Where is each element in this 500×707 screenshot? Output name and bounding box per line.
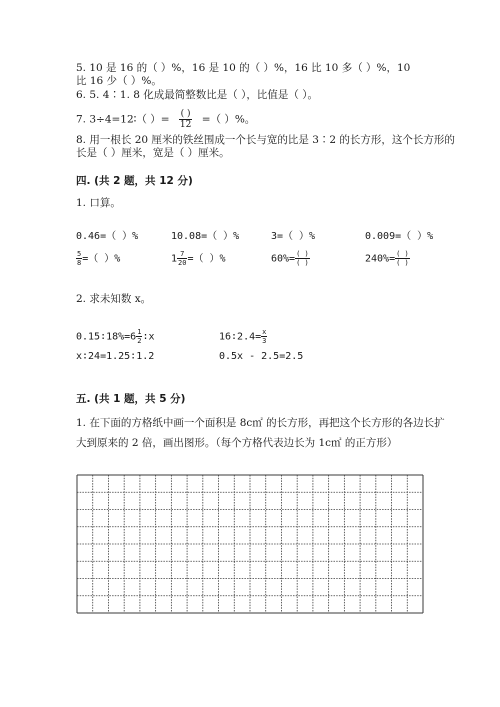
equation-3: x∶24=1.25∶1.2 [76, 351, 155, 362]
fraction-numerator: 5 [77, 250, 82, 258]
equation-2-prefix: 16∶2.4= [219, 331, 262, 343]
mental-calc-5-rest: =（ ）% [82, 253, 121, 265]
blank-fraction [295, 250, 310, 267]
equation-1-suffix: ∶x [142, 331, 155, 343]
graph-paper-grid[interactable] [76, 474, 424, 614]
mental-calc-6-rest: =（ ）% [187, 253, 226, 265]
mental-calc-5 [76, 250, 120, 267]
fraction-denominator: ( ) [396, 259, 409, 267]
fraction-numerator: 7 [177, 250, 187, 259]
section-four-q1-title: 1. 口算。 [76, 197, 121, 209]
fraction-denominator: ( ) [296, 259, 309, 267]
mental-calc-3: 3=（ ）% [271, 231, 316, 242]
fraction-numerator: x [262, 328, 267, 336]
question-7-fraction-numerator: ( ) [180, 109, 191, 119]
fraction-numerator: ( ) [396, 250, 409, 258]
fraction-numerator: 1 [137, 328, 142, 336]
mental-calc-1: 0.46=（ ）% [76, 231, 139, 242]
section-five-q1-line-2: 大到原来的 2 倍，画出图形。（每个方格代表边长为 1c㎡ 的正方形） [76, 437, 398, 449]
mental-calc-7 [271, 250, 310, 267]
fraction-numerator: ( ) [296, 250, 309, 258]
question-7-fraction [179, 109, 192, 130]
mental-calc-6 [171, 250, 226, 267]
question-8-line-2: 长是（ ）厘米，宽是（ ）厘米。 [76, 147, 230, 159]
mental-calc-4: 0.009=（ ）% [365, 231, 434, 242]
fraction-denominator: 2 [137, 337, 142, 345]
fraction-denominator: 20 [178, 259, 187, 267]
fraction-denominator: 8 [77, 259, 82, 267]
question-7-prefix: 7. 3÷4=12∶（ ）= [76, 113, 170, 126]
question-7 [76, 109, 255, 130]
question-6: 6. 5. 4∶1. 8 化成最简整数比是（ ），比值是（ ）。 [76, 89, 318, 101]
question-7-suffix: =（ ）%。 [201, 113, 256, 126]
equation-2 [219, 328, 267, 345]
mental-calc-8-prefix: 240%= [365, 253, 396, 265]
section-five-heading: 五. (共 1 题，共 5 分) [76, 393, 186, 405]
equation-4: 0.5x - 2.5=2.5 [219, 351, 304, 362]
fraction-x-3 [261, 328, 267, 345]
question-7-fraction-denominator: 12 [179, 120, 192, 130]
mental-calc-2: 10.08=（ ）% [171, 231, 240, 242]
mental-calc-7-prefix: 60%= [271, 253, 296, 265]
question-5-line-2: 比 16 少（ ）%。 [76, 75, 162, 87]
question-5-line-1: 5. 10 是 16 的（ ）%，16 是 10 的（ ）%，16 比 10 多（ ）%，10 [76, 62, 411, 74]
mixed-number-whole: 1 [171, 253, 178, 265]
blank-fraction [395, 250, 410, 267]
mental-calc-8 [365, 250, 410, 267]
section-four-heading: 四. (共 2 题，共 12 分) [76, 175, 193, 187]
equation-1-prefix: 0.15∶18%=6 [76, 331, 137, 343]
section-five-q1-line-1: 1. 在下面的方格纸中画一个面积是 8c㎡ 的长方形，再把这个长方形的各边长扩 [76, 417, 445, 429]
fraction-denominator: 3 [262, 337, 267, 345]
fraction-7-20 [177, 250, 187, 267]
section-four-q2-title: 2. 求未知数 x。 [76, 293, 152, 305]
question-8-line-1: 8. 用一根长 20 厘米的铁丝围成一个长与宽的比是 3∶2 的长方形，这个长方形的 [76, 134, 455, 146]
equation-1 [76, 328, 154, 345]
